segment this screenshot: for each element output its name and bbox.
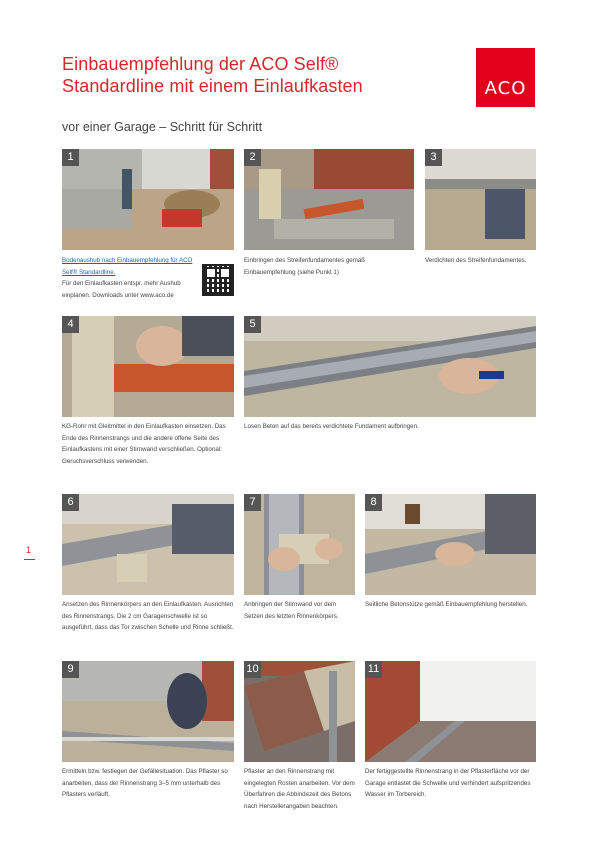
step-2-photo bbox=[244, 149, 414, 250]
page-subtitle: vor einer Garage – Schritt für Schritt bbox=[62, 120, 263, 134]
step-4-caption: KG-Rohr mit Gleitmittel in den Einlaufkasten einsetzen. Das Ende des Rinnenstrangs und die andere offene Seite des Einlaufkastens mit einer Stirnwand verschließen. Optional: Geruchsverschluss verwenden. bbox=[62, 423, 226, 465]
step-3-photo bbox=[425, 149, 536, 250]
step-10-caption: Pflaster an den Rinnenstrang mit eingelegten Rosten anarbeiten. Vor dem Überfahren die Abbindezeit des Betons nach Herstellerangaben beachten. bbox=[244, 768, 355, 810]
step-2-caption: Einbringen des Streifenfundamentes gemäß Einbauempfehlung (siehe Punkt 1) bbox=[244, 257, 366, 276]
step-1-number: 1 bbox=[62, 149, 79, 166]
step-3-image bbox=[425, 149, 536, 250]
step-10-photo bbox=[244, 661, 355, 762]
step-6-image bbox=[62, 494, 234, 595]
step-6-number: 6 bbox=[62, 494, 79, 511]
aco-logo: ACO bbox=[476, 48, 535, 107]
step-1-image bbox=[62, 149, 234, 250]
step-6-photo bbox=[62, 494, 234, 595]
step-7-number: 7 bbox=[244, 494, 261, 511]
step-5-image bbox=[244, 316, 536, 417]
step-3-number: 3 bbox=[425, 149, 442, 166]
page-title bbox=[62, 53, 363, 97]
page-number: 1 bbox=[26, 545, 32, 555]
step-10-image bbox=[244, 661, 355, 762]
step-8-caption: Seitliche Betonstütze gemäß Einbauempfehlung herstellen. bbox=[365, 601, 528, 608]
step-7-image bbox=[244, 494, 355, 595]
step-7-caption: Anbringen der Stirnwand vor dem Setzen des letzten Rinnenkörpers. bbox=[244, 601, 339, 620]
step-8-image bbox=[365, 494, 536, 595]
step-5-number: 5 bbox=[244, 316, 261, 333]
step-5-caption: Losen Beton auf das bereits verdichtete Fundament aufbringen. bbox=[244, 423, 419, 430]
step-3-caption: Verdichten des Streifenfundamentes. bbox=[425, 257, 527, 264]
step-1-link[interactable]: Bodenaushub nach Einbauempfehlung für ACO Self® Standardline. bbox=[62, 257, 193, 276]
step-2-image bbox=[244, 149, 414, 250]
step-9-number: 9 bbox=[62, 661, 79, 678]
step-8-number: 8 bbox=[365, 494, 382, 511]
step-6-caption: Ansetzen des Rinnenkörpers an den Einlaufkasten. Ausrichten des Rinnenstrangs. Die 2 cm Garagenschwelle ist so ausgeführt, dass das Tor zwischen Schelle und Rinne schließt. bbox=[62, 601, 234, 631]
step-9-caption: Ermitteln bzw. festlegen der Gefällesituation. Das Pflaster so anarbeiten, dass der Rinnenstrang 3–5 mm unterhalb des Pflasters verläuft. bbox=[62, 768, 228, 798]
step-11-image bbox=[365, 661, 536, 762]
qr-code[interactable] bbox=[202, 264, 234, 296]
title-line-1: Einbauempfehlung der ACO Self® bbox=[62, 54, 339, 74]
step-4-image bbox=[62, 316, 234, 417]
step-7-photo bbox=[244, 494, 355, 595]
step-5-photo bbox=[244, 316, 536, 417]
step-1-text: Für den Einlaufkasten entspr. mehr Aushub einplanen. Downloads unter www.aco.de bbox=[62, 280, 181, 299]
step-11-number: 11 bbox=[365, 661, 382, 678]
step-10-number: 10 bbox=[244, 661, 261, 678]
step-4-photo bbox=[62, 316, 234, 417]
title-line-2: Standardline mit einem Einlaufkasten bbox=[62, 76, 363, 96]
step-9-image bbox=[62, 661, 234, 762]
step-4-number: 4 bbox=[62, 316, 79, 333]
step-9-photo bbox=[62, 661, 234, 762]
step-1-caption bbox=[62, 255, 202, 301]
page-number-divider bbox=[24, 559, 35, 560]
step-8-photo bbox=[365, 494, 536, 595]
step-2-number: 2 bbox=[244, 149, 261, 166]
step-11-caption: Der fertiggestellte Rinnenstrang in der Pflasterfläche vor der Garage entlastet die Schwelle und verhindert aufspritzendes Wasser im Torbereich. bbox=[365, 768, 531, 798]
step-11-photo bbox=[365, 661, 536, 762]
step-1-photo bbox=[62, 149, 234, 250]
